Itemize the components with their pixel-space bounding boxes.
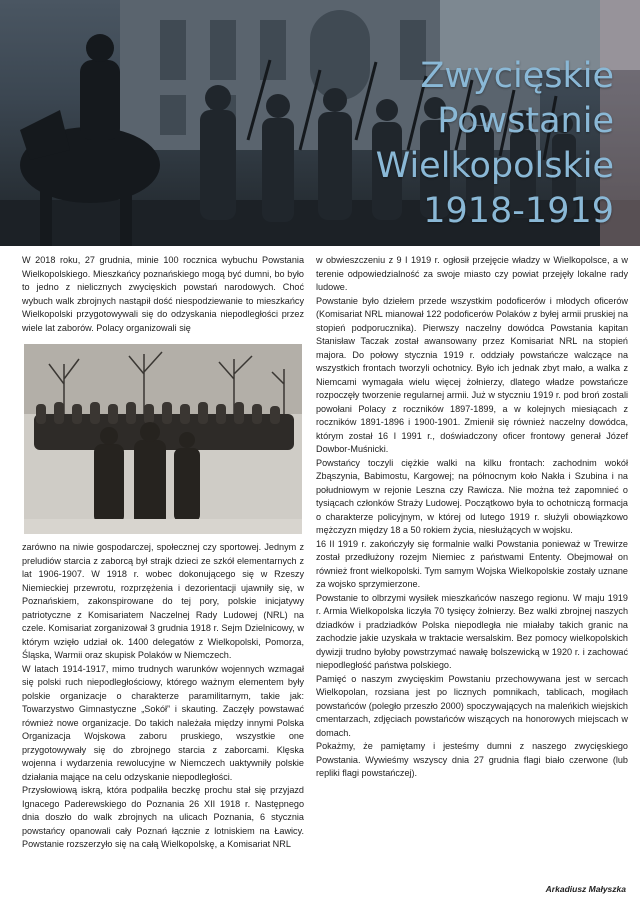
author-signature: Arkadiusz Małyszka: [545, 884, 626, 894]
header-photo: [0, 0, 640, 246]
page-title: [376, 54, 614, 234]
title-line: 1918-1919: [423, 191, 614, 231]
paragraph: w obwieszczeniu z 9 I 1919 r. ogłosił przejęcie władzy w Wielkopolsce, a w terenie odpowiedzialność za swoje miasto czy powiat przejęły lokalne rady ludowe.: [316, 255, 628, 292]
paragraph: W latach 1914-1917, mimo trudnych warunków wojennych wzmagał się polski ruch niepodległościowy, którego ważnym elementem były polskie organizacje o charakterze paramilitarnym, takie jak: Towarzystwo Gimnastyczne „Sokół” i skauting. Zaczęły powstawać również nowe organizacje. Do takich należała między innymi Polska Organizacja Wojskowa zaboru pruskiego, wszystkie one przygotowywały się do zbrojnego starcia z zaborcami. Klęska wojenna i wydarzenia rewolucyjne w Niemczech uaktywniły polskie działania mające na celu odzyskanie niepodległości.: [22, 663, 304, 782]
title-line: Powstanie: [437, 101, 614, 141]
paragraph: zarówno na niwie gospodarczej, społecznej czy sportowej. Jednym z preludiów starcia z zaborcą był strajk dzieci ze szkół elementarnych z lat 1906-1907. W 1918 r. wobec dokonującego się w Rzeszy Niemieckiej przewrotu, rozprzężenia i dezorientacji ujawniły się, w Poznańskiem, zakonspirowane do tej pory, polskie inicjatywy patriotyczne z Komisariatem Naczelnej Rady Ludowej (NRL) na czele. Komisariat zorganizował 3 grudnia 1918 r. Sejm Dzielnicowy, w którym wzięło udział ok. 1400 delegatów z Wielkopolski, Pomorza, Śląska, Warmii oraz skupisk Polaków w Niemczech.: [22, 542, 304, 660]
article-column-left-top: [22, 254, 304, 335]
paragraph: Powstanie to olbrzymi wysiłek mieszkańców naszego regionu. W maju 1919 r. Armia Wielkopolska liczyła 70 tysięcy żołnierzy. Bez walki zbrojnej naszych dziadków i pradziadków Polska niepodległa nie miałaby takich granic na zachodzie jakie uzyskała w traktacie wersalskim. Bez pomocy wielkopolskich dywizji trudno byłoby powstrzymać nawałę bolszewicką w 1920 r. i zachować niepodległość państwa polskiego.: [316, 592, 628, 670]
paragraph: Przysłowiową iskrą, która podpaliła beczkę prochu stał się przyjazd Ignacego Paderewskiego do Poznania 26 XII 1918 r. Następnego dnia doszło do walk zbrojnych na ulicach Poznania, 6 stycznia powstańcy opanowali cały Poznań łącznie z lotniskiem na Ławicy. Powstanie rozszerzyło się na całą Wielkopolskę, a Komisariat NRL: [22, 785, 304, 849]
soldiers-salute-illustration: [24, 344, 302, 534]
article-column-left-bottom: [22, 541, 304, 852]
historic-photo: [24, 344, 302, 534]
title-line: Zwycięskie: [420, 56, 614, 96]
paragraph: Pamięć o naszym zwycięskim Powstaniu przechowywana jest w sercach Wielkopolan, rozsiana jest po licznych pomnikach, tablicach, mogiłach powstańców (poległo przeszło 2000) spoczywających na maleńkich wiejskich cmentarzach, zdjęciach powstańców wiszących na honorowych miejscach w domach.: [316, 673, 628, 738]
paragraph: Powstanie było dziełem przede wszystkim podoficerów i młodych oficerów (Komisariat NRL mianował 122 podoficerów Polaków z byłej armii pruskiej na stopień podporucznika). Pierwszy naczelny dowódca Powstania kapitan Stanisław Taczak został awansowany przez Komisariat NRL na stopień majora. Do połowy stycznia 1919 r. oddziały powstańcze walczące na wszystkich frontach tworzyli ochotnicy. Było ich jednak zbyt mało, a walka z Niemcami wymagała wielu więcej żołnierzy, dlatego władze powstańcze rozpoczęły tworzenie regularnej armii. Już w styczniu 1919 r. pod broń zostali powołani Polacy z roczników 1897-1899, a w kolejnych miesiącach z roczników 1891-1896 i 1900-1901. Zmienił się również naczelny dowódca, którym został 16 I 1991 r., doświadczony oficer frontowy generał Józef Dowbor-Muśnicki.: [316, 295, 628, 454]
paragraph: Powstańcy toczyli ciężkie walki na kilku frontach: zachodnim wokół Zbąszynia, Babimostu, Kargowej; na północnym koło Nakła i Szubina i na południowym w rejonie Leszna czy Rawicza. Nie można też zapomnieć o tysiącach członków Straży Ludowej. Początkowo była to ochotniczą formacja o charakterze policyjnym, w której od lutego 1919 r. służyli obowiązkowo mężczyzn między 18 a 50 rokiem życia, niesłużących w wojsku.: [316, 457, 628, 535]
paragraph: W 2018 roku, 27 grudnia, minie 100 rocznica wybuchu Powstania Wielkopolskiego. Mieszkańcy poznańskiego mogą być dumni, bo było to jedno z nielicznych zwycięskich powstań narodowych. Choć wybuch walk zbrojnych nastąpił dość niespodziewanie to mieszkańcy Wielkopolski przygotowywali się do odzyskania niepodległości przez wiele lat zaborów. Polacy organizowali się: [22, 255, 304, 333]
paragraph: Pokażmy, że pamiętamy i jesteśmy dumni z naszego zwycięskiego Powstania. Wywieśmy wszyscy dnia 27 grudnia flagi biało czerwone (lub repliki flagi powstańczej).: [316, 741, 628, 778]
paragraph: 16 II 1919 r. zakończyły się formalnie walki Powstania ponieważ w Trewirze został przedłużony rozejm Niemiec z państwami Ententy. Obejmował on również front wielkopolski. Tym samym Wojska Wielkopolskie zostały uznane za wojsko sprzymierzone.: [316, 538, 628, 589]
title-line: Wielkopolskie: [375, 146, 614, 186]
article-column-right: [316, 254, 628, 781]
